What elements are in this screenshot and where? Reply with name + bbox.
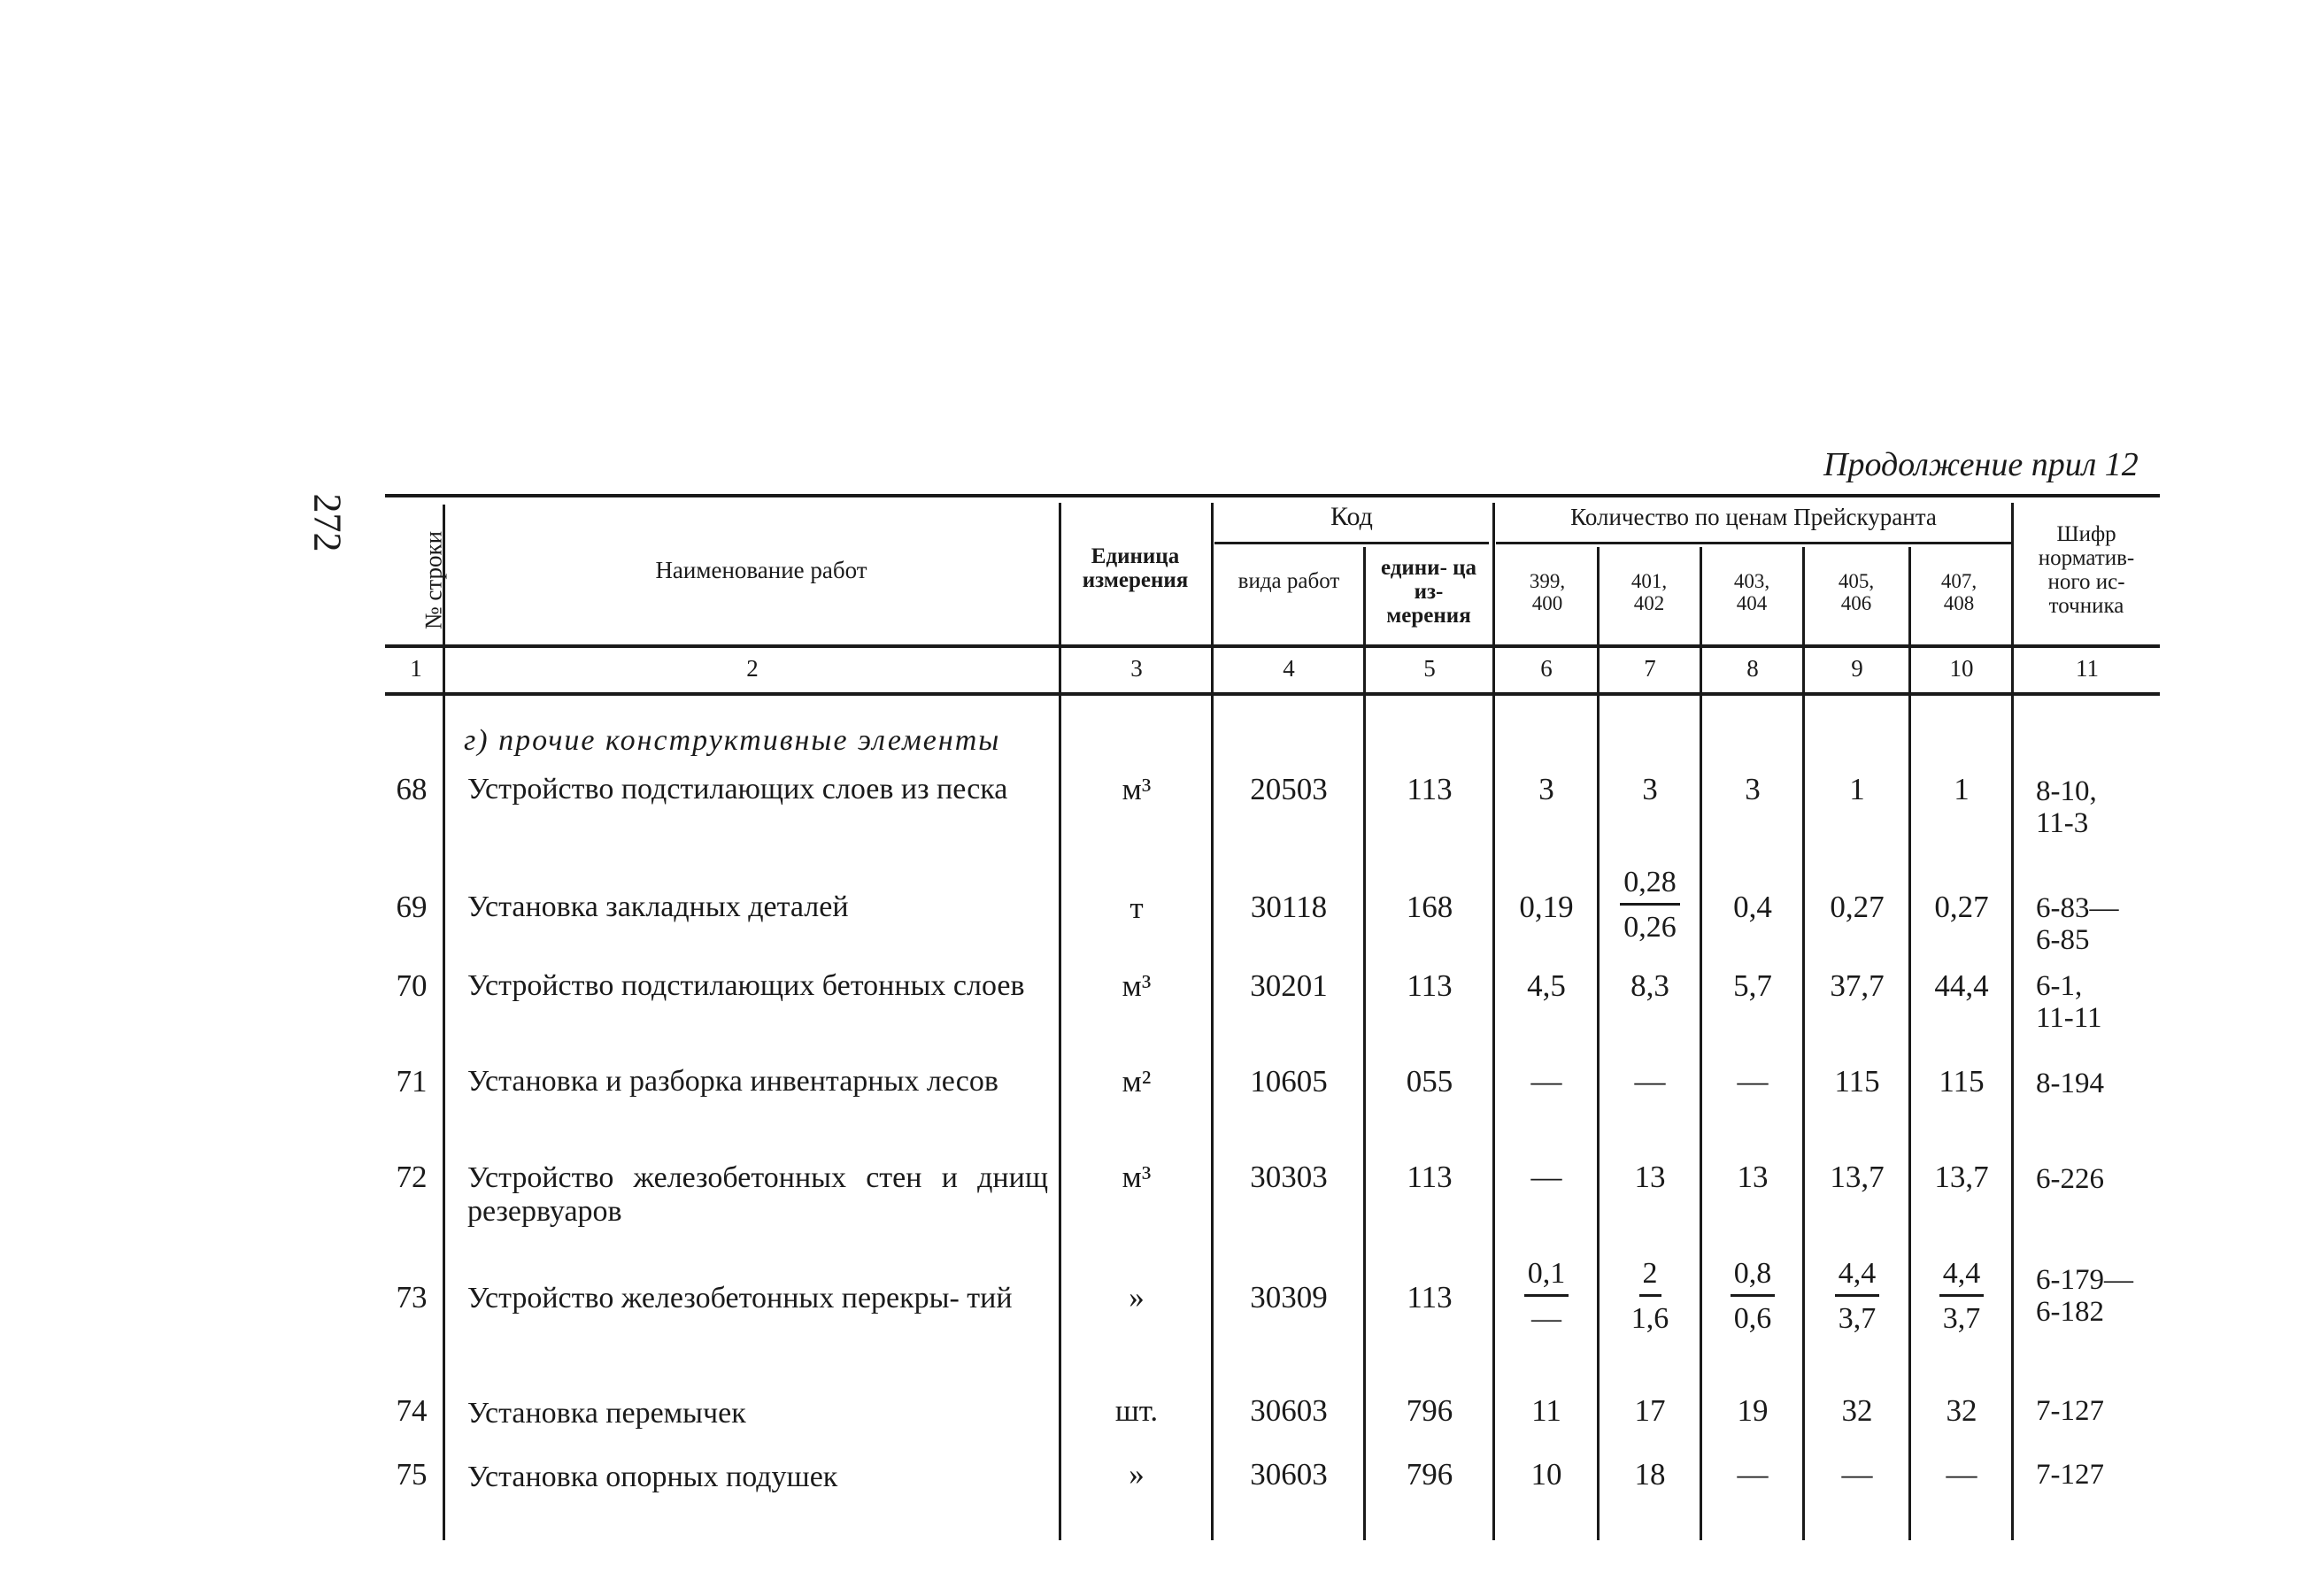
page-number: 272 bbox=[305, 493, 350, 552]
qty-403-404: 0,4 bbox=[1733, 890, 1772, 924]
source-code: 6-226 bbox=[2036, 1163, 2104, 1195]
column-number: 1 bbox=[410, 655, 422, 682]
unit: шт. bbox=[1114, 1393, 1159, 1428]
header-row-no: № строки bbox=[420, 530, 447, 630]
header-unit: Единица измерения bbox=[1082, 544, 1189, 592]
qty-401-402-fraction bbox=[1600, 1257, 1700, 1336]
fraction-denominator: 3,7 bbox=[1942, 1302, 1981, 1335]
qty-401-402: 3 bbox=[1642, 772, 1658, 806]
qty-405-406-fraction bbox=[1806, 1257, 1908, 1336]
unit: » bbox=[1129, 1457, 1145, 1492]
qty-401-402: 13 bbox=[1634, 1160, 1666, 1194]
col-divider bbox=[1211, 503, 1214, 1540]
col-divider bbox=[1492, 503, 1495, 1540]
header-qty: Количество по ценам Прейскуранта bbox=[1570, 504, 1937, 530]
qty-405-406: 0,27 bbox=[1830, 890, 1885, 924]
work-name: Устройство железобетонных перекры- тий bbox=[467, 1282, 1013, 1315]
fraction-numerator: 4,4 bbox=[1939, 1257, 1985, 1297]
column-number: 9 bbox=[1851, 655, 1863, 682]
column-number: 4 bbox=[1283, 655, 1295, 682]
qty-405-406: 1 bbox=[1849, 772, 1865, 806]
qty-407-408: 115 bbox=[1939, 1064, 1985, 1099]
source-code: 8-194 bbox=[2036, 1068, 2104, 1099]
qty-399-400: 10 bbox=[1530, 1457, 1562, 1492]
work-type-code: 30303 bbox=[1250, 1160, 1328, 1194]
header-rule bbox=[385, 644, 2160, 648]
row-number: 74 bbox=[396, 1393, 428, 1428]
work-type-code: 30603 bbox=[1250, 1393, 1328, 1428]
work-type-code: 30309 bbox=[1250, 1280, 1328, 1315]
column-number: 8 bbox=[1746, 655, 1759, 682]
header-qty-col: 399, 400 bbox=[1529, 570, 1566, 614]
qty-405-406: 37,7 bbox=[1830, 968, 1885, 1003]
unit-code: 113 bbox=[1407, 1280, 1453, 1315]
unit: м³ bbox=[1122, 1160, 1152, 1194]
col-divider bbox=[1363, 547, 1366, 1540]
work-name: Устройство подстилающих бетонных слоев bbox=[467, 969, 1025, 1002]
column-number: 6 bbox=[1540, 655, 1553, 682]
column-number: 11 bbox=[2076, 655, 2099, 682]
header-qty-col: 407, 408 bbox=[1940, 570, 1977, 614]
qty-401-402: 18 bbox=[1634, 1457, 1666, 1492]
qty-405-406: 13,7 bbox=[1830, 1160, 1885, 1194]
continuation-label: Продолжение прил 12 bbox=[1823, 446, 2139, 483]
row-number: 68 bbox=[396, 772, 428, 806]
qty-407-408: 0,27 bbox=[1934, 890, 1989, 924]
fraction-numerator: 0,8 bbox=[1731, 1257, 1776, 1297]
header-qty-col: 405, 406 bbox=[1838, 570, 1875, 614]
work-name: Установка закладных деталей bbox=[467, 891, 849, 923]
work-name: Устройство подстилающих слоев из песка bbox=[467, 773, 1008, 806]
work-name: Установка опорных подушек bbox=[467, 1461, 838, 1493]
column-number: 5 bbox=[1423, 655, 1436, 682]
fraction-numerator: 0,1 bbox=[1524, 1257, 1569, 1297]
fraction-numerator: 0,28 bbox=[1620, 866, 1680, 906]
top-rule bbox=[385, 494, 2160, 497]
qty-403-404: — bbox=[1737, 1064, 1769, 1099]
unit: м³ bbox=[1122, 968, 1152, 1003]
work-type-code: 30201 bbox=[1250, 968, 1328, 1003]
col-divider bbox=[443, 505, 445, 1540]
qty-401-402-fraction bbox=[1600, 866, 1700, 944]
source-code: 6-179— 6-182 bbox=[2036, 1264, 2133, 1329]
unit-code: 113 bbox=[1407, 968, 1453, 1003]
source-code: 7-127 bbox=[2036, 1395, 2104, 1427]
fraction-denominator: — bbox=[1531, 1302, 1561, 1335]
column-number: 2 bbox=[746, 655, 759, 682]
section-title: г) прочие конструктивные элементы bbox=[464, 724, 1001, 757]
qty-407-408-fraction bbox=[1912, 1257, 2011, 1336]
header-qty-col: 401, 402 bbox=[1630, 570, 1668, 614]
unit: » bbox=[1129, 1280, 1145, 1315]
col-divider bbox=[2011, 503, 2014, 1540]
source-code: 8-10, 11-3 bbox=[2036, 775, 2097, 840]
qty-399-400: 3 bbox=[1538, 772, 1554, 806]
header-source: Шифр норматив- ного ис- точника bbox=[2038, 522, 2135, 618]
work-name: Установка и разборка инвентарных лесов bbox=[467, 1065, 998, 1098]
header-qty-col: 403, 404 bbox=[1733, 570, 1770, 614]
qty-403-404: 19 bbox=[1737, 1393, 1769, 1428]
unit: м³ bbox=[1122, 772, 1152, 806]
qty-407-408: 13,7 bbox=[1934, 1160, 1989, 1194]
unit-code: 055 bbox=[1406, 1064, 1453, 1099]
row-number: 71 bbox=[396, 1064, 428, 1099]
col-divider bbox=[1802, 547, 1805, 1540]
qty-407-408: 44,4 bbox=[1934, 968, 1989, 1003]
row-number: 75 bbox=[396, 1457, 428, 1492]
qty-405-406: 115 bbox=[1834, 1064, 1880, 1099]
colnum-rule bbox=[385, 692, 2160, 696]
qty-403-404-fraction bbox=[1703, 1257, 1802, 1336]
qty-403-404: 3 bbox=[1745, 772, 1761, 806]
work-type-code: 30118 bbox=[1250, 890, 1328, 924]
column-number: 10 bbox=[1949, 655, 1974, 682]
fraction-numerator: 2 bbox=[1639, 1257, 1661, 1297]
header-code-type: вида работ bbox=[1237, 569, 1340, 593]
source-code: 7-127 bbox=[2036, 1459, 2104, 1491]
qty-399-400-fraction bbox=[1496, 1257, 1597, 1336]
qty-399-400: 11 bbox=[1531, 1393, 1561, 1428]
qty-405-406: — bbox=[1841, 1457, 1873, 1492]
col-divider bbox=[1059, 503, 1061, 1540]
unit-code: 796 bbox=[1406, 1457, 1453, 1492]
unit: м² bbox=[1122, 1064, 1152, 1099]
qty-403-404: 5,7 bbox=[1733, 968, 1772, 1003]
source-code: 6-83— 6-85 bbox=[2036, 892, 2119, 957]
work-type-code: 10605 bbox=[1250, 1064, 1328, 1099]
qty-407-408: 1 bbox=[1954, 772, 1970, 806]
fraction-denominator: 0,26 bbox=[1623, 911, 1677, 944]
work-type-code: 20503 bbox=[1250, 772, 1328, 806]
row-number: 70 bbox=[396, 968, 428, 1003]
qty-subrule bbox=[1496, 542, 2011, 544]
qty-399-400: 4,5 bbox=[1527, 968, 1566, 1003]
fraction-denominator: 0,6 bbox=[1733, 1302, 1772, 1335]
qty-399-400: — bbox=[1530, 1064, 1562, 1099]
col-divider bbox=[1597, 547, 1600, 1540]
qty-405-406: 32 bbox=[1841, 1393, 1873, 1428]
unit-code: 168 bbox=[1406, 890, 1453, 924]
header-code: Код bbox=[1330, 502, 1373, 531]
qty-399-400: — bbox=[1530, 1160, 1562, 1194]
qty-399-400: 0,19 bbox=[1519, 890, 1574, 924]
fraction-denominator: 1,6 bbox=[1630, 1302, 1669, 1335]
qty-401-402: 17 bbox=[1634, 1393, 1666, 1428]
column-number: 7 bbox=[1644, 655, 1656, 682]
work-type-code: 30603 bbox=[1250, 1457, 1328, 1492]
qty-403-404: — bbox=[1737, 1457, 1769, 1492]
fraction-denominator: 3,7 bbox=[1838, 1302, 1877, 1335]
work-name: Установка перемычек bbox=[467, 1397, 746, 1430]
column-number: 3 bbox=[1130, 655, 1143, 682]
header-code-unit: едини- ца из- мерения bbox=[1380, 556, 1477, 628]
source-code: 6-1, 11-11 bbox=[2036, 970, 2102, 1035]
unit: т bbox=[1129, 891, 1144, 925]
row-number: 72 bbox=[396, 1160, 428, 1194]
col-divider bbox=[1700, 547, 1702, 1540]
col-divider bbox=[1908, 547, 1911, 1540]
row-number: 73 bbox=[396, 1280, 428, 1315]
unit-code: 113 bbox=[1407, 772, 1453, 806]
row-number: 69 bbox=[396, 890, 428, 924]
qty-403-404: 13 bbox=[1737, 1160, 1769, 1194]
qty-407-408: 32 bbox=[1946, 1393, 1977, 1428]
code-subrule bbox=[1214, 542, 1489, 544]
unit-code: 113 bbox=[1407, 1160, 1453, 1194]
qty-407-408: — bbox=[1946, 1457, 1977, 1492]
header-name: Наименование работ bbox=[655, 557, 867, 583]
qty-401-402: — bbox=[1634, 1064, 1666, 1099]
qty-401-402: 8,3 bbox=[1630, 968, 1669, 1003]
unit-code: 796 bbox=[1406, 1393, 1453, 1428]
fraction-numerator: 4,4 bbox=[1835, 1257, 1880, 1297]
work-name: Устройство железобетонных стен и днищ резервуаров bbox=[467, 1161, 1048, 1229]
